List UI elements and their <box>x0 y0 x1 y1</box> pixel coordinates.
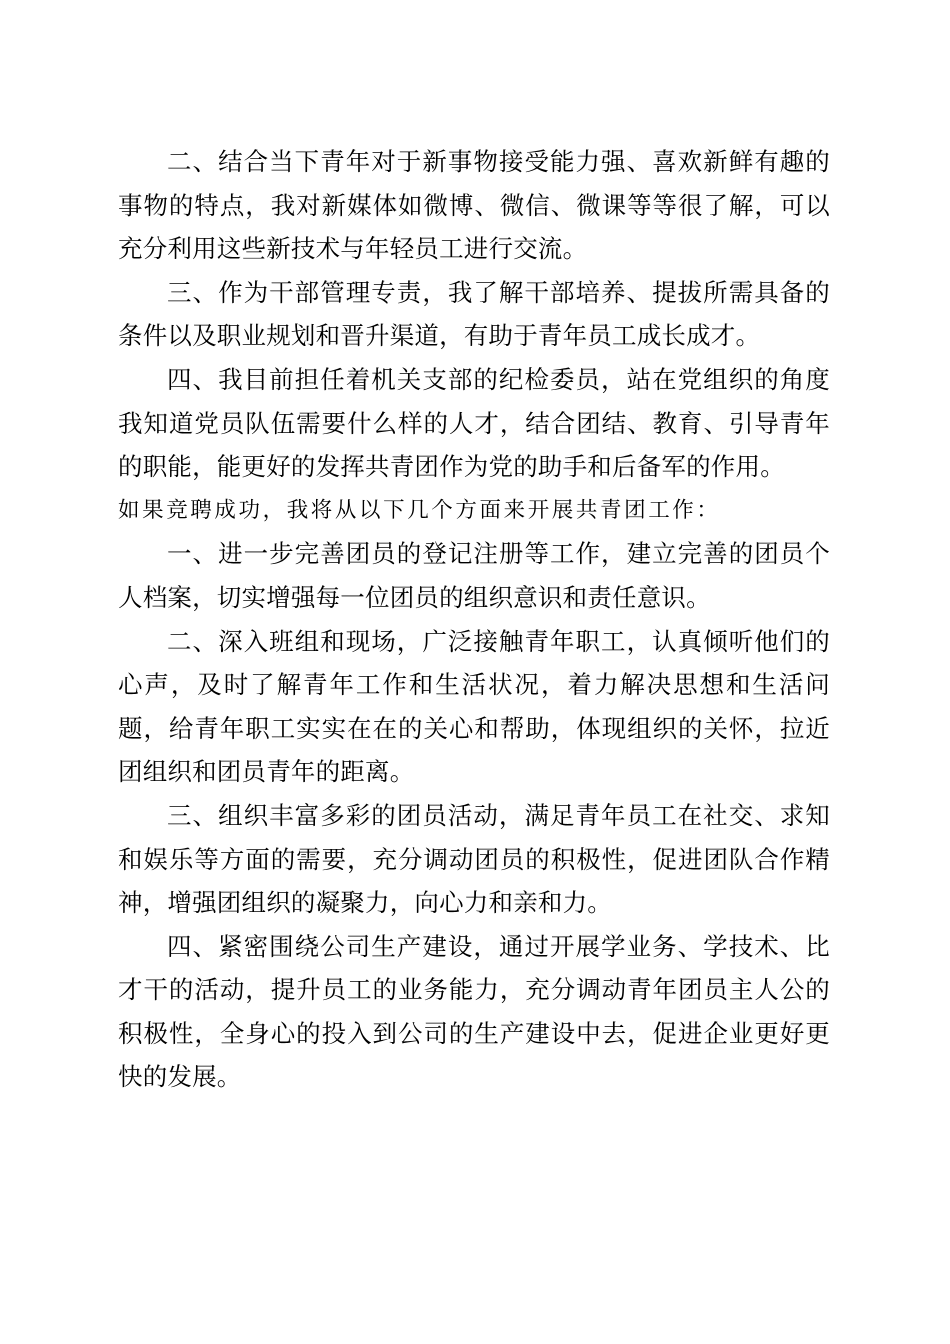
paragraph-discipline-committee: 四、我目前担任着机关支部的纪检委员，站在党组织的角度我知道党员队伍需要什么样的人才，结合团结、教育、引导青年的职能，能更好的发挥共青团作为党的助手和后备军的作用。 <box>118 364 830 482</box>
paragraph-new-media: 二、结合当下青年对于新事物接受能力强、喜欢新鲜有趣的事物的特点，我对新媒体如微博、微信、微课等等很了解，可以充分利用这些新技术与年轻员工进行交流。 <box>118 147 830 264</box>
document-page <box>118 140 830 1099</box>
paragraph-plan-activities: 三、组织丰富多彩的团员活动，满足青年员工在社交、求知和娱乐等方面的需要，充分调动团员的积极性，促进团队合作精神，增强团组织的凝聚力，向心力和亲和力。 <box>118 800 830 918</box>
paragraph-plan-frontline: 二、深入班组和现场，广泛接触青年职工，认真倾听他们的心声，及时了解青年工作和生活状况，着力解决思想和生活问题，给青年职工实实在在的关心和帮助，体现组织的关怀，拉近团组织和团员青年的距离。 <box>118 626 830 787</box>
paragraph-cadre-management: 三、作为干部管理专责，我了解干部培养、提拔所需具备的条件以及职业规划和晋升渠道，有助于青年员工成长成才。 <box>118 277 830 351</box>
paragraph-plan-registration: 一、进一步完善团员的登记注册等工作，建立完善的团员个人档案，切实增强每一位团员的组织意识和责任意识。 <box>118 539 830 612</box>
paragraph-plan-production: 四、紧密围绕公司生产建设，通过开展学业务、学技术、比才干的活动，提升员工的业务能力，充分调动青年团员主人公的积极性，全身心的投入到公司的生产建设中去，促进企业更好更快的发展。 <box>118 931 830 1092</box>
paragraph-plan-intro: 如果竞聘成功，我将从以下几个方面来开展共青团工作： <box>118 497 721 523</box>
